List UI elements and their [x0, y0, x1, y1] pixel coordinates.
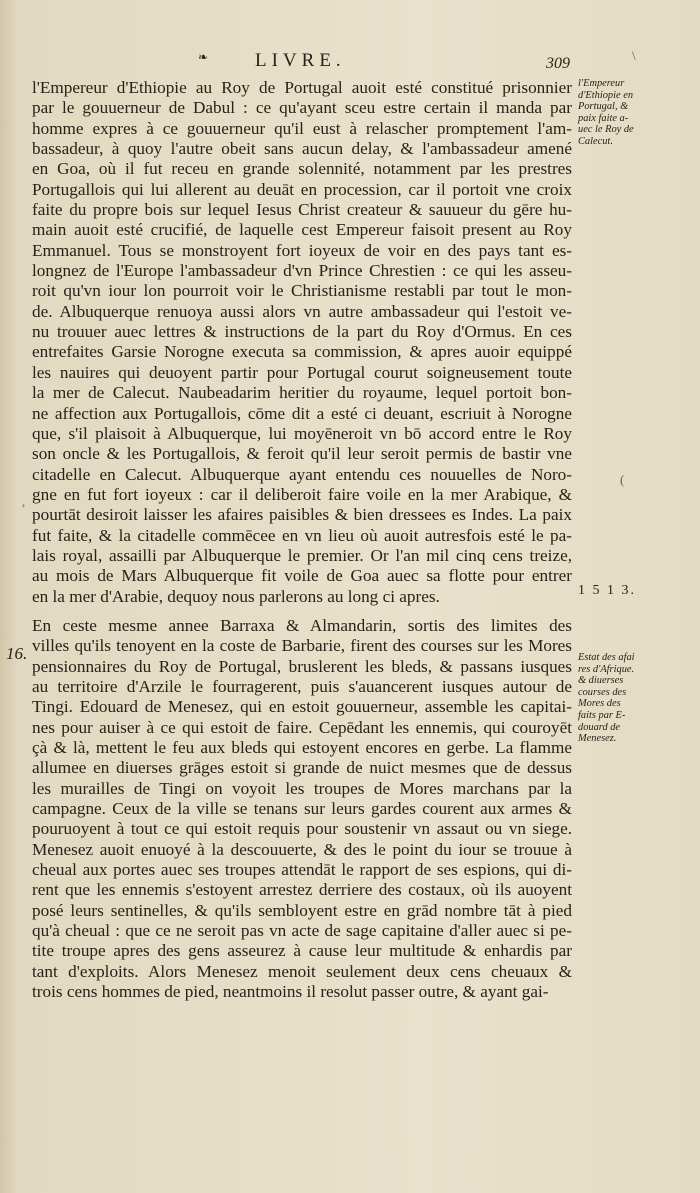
- text-line: ne affection aux Portugallois, cōme dit a esté ci deuant, escriuit à Norogne: [32, 403, 572, 423]
- text-line: Emmanuel. Tous se monstroyent fort ioyeux de voir en des pays tant es-: [32, 240, 572, 260]
- margin-year: 1 5 1 3.: [578, 583, 636, 598]
- section-number: 16.: [6, 644, 28, 663]
- text-line: faite du propre bois sur lequel Iesus Christ createur & sauueur du gēre hu-: [32, 200, 572, 220]
- margin-note-line: courses des: [578, 686, 627, 698]
- text-line: son oncle & les Portugallois, & feroit qu'il leur seroit permis de bastir vne: [32, 444, 572, 464]
- margin-note-line: Portugal, &: [578, 101, 629, 113]
- text-line: villes qu'ils tenoyent en la coste de Barbarie, firent des courses sur les Mores: [32, 636, 572, 656]
- text-line: au territoire d'Arzile le fourragerent, puis s'auancerent iusques autour de: [32, 676, 572, 696]
- text-line: en la mer d'Arabie, dequoy nous parlerons au long ci apres.: [32, 586, 440, 606]
- text-line: Portugallois qui lui allerent au deuāt en procession, car il portoit vne croix: [32, 179, 572, 199]
- text-line: la mer de Calecut. Naubeadarim heritier du royaume, lequel portoit bon-: [32, 383, 572, 403]
- text-line: pensionnaires du Roy de Portugal, bruslerent les bleds, & passans iusques: [32, 656, 572, 676]
- margin-note-line: Estat des afai: [578, 652, 635, 663]
- page-mark: ,: [22, 494, 26, 509]
- text-line: lais royal, assailli par Albuquerque le premier. Or l'an mil cinq cens treize,: [32, 545, 572, 565]
- text-line: fut faite, & la citadelle commēcee en vn lieu où auoit autresfois esté le pa-: [32, 525, 572, 545]
- text-line: les nauires qui deuoyent partir pour Portugal courut soigneusement toute: [32, 362, 572, 382]
- text-line: nu trouuer auec lettres & instructions de la part du Roy d'Ormus. En ces: [32, 322, 572, 342]
- margin-note-ethiopia: [578, 78, 698, 148]
- text-line: tant d'exploits. Alors Menesez menoit seulement deux cens cheuaux &: [32, 961, 572, 981]
- text-line: rent que les ennemis s'estoyent arrestez derriere des costaux, où ils auoyent: [32, 880, 572, 900]
- page-number: 309: [546, 55, 570, 72]
- text-line: allumee en diuerses grāges estoit si grande de nuict mesmes que de dessus: [32, 758, 572, 778]
- text-line: çà & là, mettent le feu aux bleds qui estoyent encores en gerbe. La flamme: [32, 738, 572, 757]
- text-line: pourtāt desiroit laisser les afaires paisibles & bien dressees es Indes. La paix: [32, 505, 572, 525]
- text-line: tite troupe apres des gens asseurez à cause leur multitude & enhardis par: [32, 941, 572, 961]
- page-mark: \: [632, 48, 636, 63]
- text-line: homme expres à ce gouuerneur qu'il eust à relascher promptement l'am-: [32, 118, 572, 138]
- main-text-block: [32, 78, 572, 1002]
- text-line: nes pour auiser à ce qui estoit de faire. Cepēdant les ennemis, qui couroyēt: [32, 717, 572, 737]
- header-ornament: ❧: [198, 50, 209, 64]
- margin-note-line: & diuerses: [578, 675, 624, 687]
- paragraph-gap: [32, 607, 572, 616]
- text-line: les murailles de Tingi on voyoit les troupes de Mores marchans par la: [32, 778, 572, 798]
- margin-note-line: res d'Afrique.: [578, 663, 635, 675]
- text-line: au mois de Mars Albuquerque fit voile de Goa auec sa flotte pour entrer: [32, 566, 572, 586]
- text-line: campagne. Ceux de la ville se tenans sur leurs gardes courent aux armes &: [32, 799, 572, 819]
- text-line: l'Empereur d'Ethiopie au Roy de Portugal auoit esté constitué prisonnier: [32, 78, 572, 97]
- margin-note-line: paix faite a-: [578, 112, 629, 124]
- margin-note-line: douard de: [578, 721, 621, 733]
- running-title: LIVRE.: [255, 50, 346, 71]
- margin-note-line: Mores des: [578, 698, 621, 710]
- text-line: posé leurs sentinelles, & qu'ils sembloyent estre en grād nombre tāt à pied: [32, 900, 572, 920]
- text-line: roit qu'vn iour lon pourroit voir le Christianisme restabli par tout le mon-: [32, 281, 572, 301]
- text-line: en Goa, où il fut receu en grande solennité, notamment par les prestres: [32, 159, 572, 179]
- text-line: Tingi. Edouard de Menesez, qui en estoit gouuerneur, assemble les capitai-: [32, 697, 572, 717]
- page-mark: (: [620, 472, 625, 487]
- margin-note-line: Menesez.: [578, 733, 617, 745]
- text-line: cheual aux portes auec ses troupes attendāt le rapport de ses espions, qui di-: [32, 860, 572, 880]
- text-line: gne en fut fort ioyeux : car il deliberoit faire voile en la mer Arabique, &: [32, 484, 572, 504]
- text-line: que, s'il plaisoit à Albuquerque, lui moyēneroit vn bō accord entre le Roy: [32, 423, 572, 443]
- page-header: [0, 50, 700, 80]
- margin-note-line: d'Ethiopie en: [578, 89, 634, 101]
- text-line: par le gouuerneur de Dabul : ce qu'ayant sceu estre certain il manda par: [32, 98, 572, 118]
- paragraph-ambassador: [32, 78, 572, 616]
- text-line: Menesez auoit enuoyé à la descouuerte, & des le point du iour se trouue à: [32, 839, 572, 859]
- paragraph-barbary: [32, 616, 572, 1003]
- text-line: longnez de l'Europe l'ambassadeur d'vn Prince Chrestien : ce qui les asseu-: [32, 261, 572, 281]
- text-line: qu'à cheual : que ce ne seroit pas vn acte de sage capitaine d'aller auec si pe-: [32, 921, 572, 941]
- text-line: trois cens hommes de pied, neantmoins il resolut passer outre, & ayant gai-: [32, 982, 549, 1002]
- text-line: En ceste mesme annee Barraxa & Almandarin, sortis des limites des: [32, 615, 572, 635]
- margin-note-line: uec le Roy de: [578, 124, 634, 136]
- margin-note-line: l'Empereur: [578, 78, 625, 89]
- margin-note-africa: [578, 652, 698, 745]
- text-line: bassadeur, à quoy l'autre obeit sans aucun delay, & l'ambassadeur amené: [32, 139, 572, 159]
- text-line: pouruoyent à tout ce qui estoit requis pour soustenir vn assaut ou vn siege.: [32, 819, 572, 839]
- text-line: citadelle en Calecut. Albuquerque ayant entendu ces nouuelles de Noro-: [32, 464, 572, 484]
- text-line: main auoit esté crucifié, de laquelle cest Empereur faisoit present au Roy: [32, 220, 572, 240]
- text-line: de. Albuquerque renuoya aussi alors vn autre ambassadeur qui l'estoit ve-: [32, 301, 572, 321]
- margin-note-line: faits par E-: [578, 709, 626, 721]
- margin-note-line: Calecut.: [578, 135, 613, 147]
- text-line: entrefaites Garsie Norogne executa sa commission, & apres auoir equippé: [32, 342, 572, 362]
